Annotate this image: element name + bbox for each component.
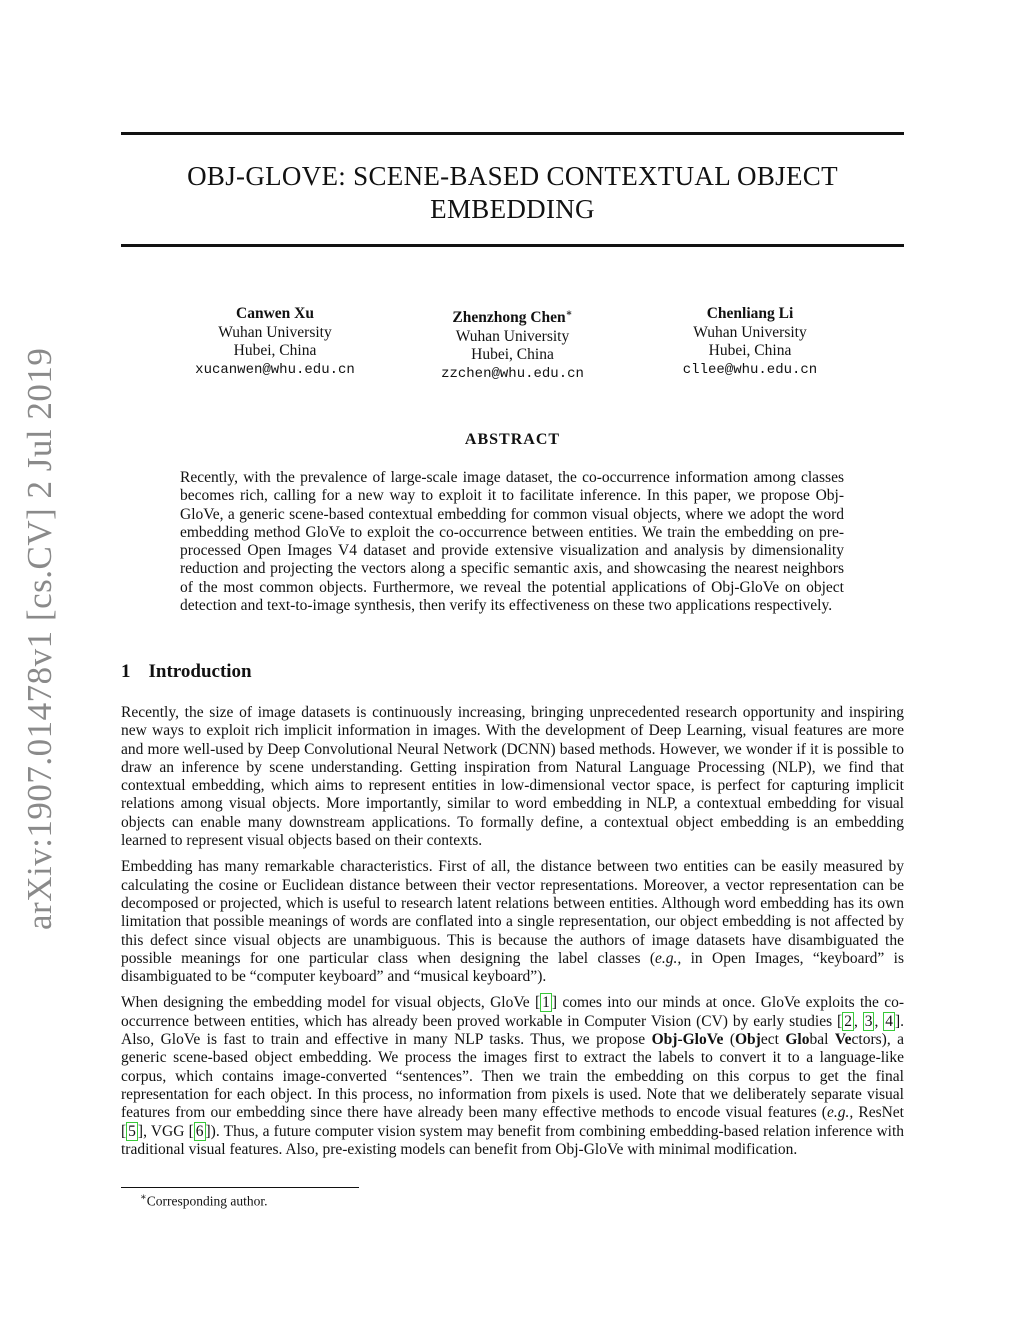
footnote-text: Corresponding author. — [146, 1193, 268, 1209]
p3-text-a: When designing the embedding model for visual objects, GloVe [ — [121, 994, 541, 1012]
p2-eg: e.g., — [655, 949, 682, 967]
citation-link[interactable]: 3 — [864, 1012, 873, 1030]
author-3 — [635, 305, 865, 383]
p3-text-c: ]. Also, GloVe is fast to train and effective in many NLP tasks. Thus, we propose — [121, 1012, 905, 1049]
p3-text-f: ], VGG [ — [137, 1122, 194, 1140]
author-affiliation: Wuhan University — [455, 327, 570, 345]
author-affiliation: Wuhan University — [218, 323, 332, 341]
corresponding-mark: ∗ — [565, 308, 573, 319]
paragraph-1: Recently, the size of image datasets is continuously increasing, bringing unprecedented research opportunity and inspiring new ways to exploit rich implicit information in images. With the development of Deep Learning, visual features are more and more well-used by Deep Convolutional Neural Network (DCNN) based methods. However, we wonder if it is possible to draw an inference by scene understanding. Getting inspiration from Natural Language Processing (NLP), we find that contextual embedding, which aims to represent entities in low-dimensional vector space, is perfect for capturing implicit relations among visual objects. More importantly, similar to word embedding in NLP, a contextual embedding for visual objects can enable many downstream applications. To formally define, a contextual object embedding is an embedding learned to represent visual objects based on their contexts. — [121, 704, 904, 850]
abstract-heading: ABSTRACT — [464, 431, 561, 448]
title-top-rule — [121, 132, 904, 135]
author-affiliation: Wuhan University — [693, 323, 807, 341]
p2-text-a: Embedding has many remarkable characteristics. First of all, the distance between two entities can be easily measured by calculating the cosine or Euclidean distance between their vector representations. Moreover, a vector representation can be decomposed or projected, which is useful to research latent relations between entities. Although word embedding has its own limitation that possible meanings of words are conflated into a single representation, our object embedding is not affected by this defect since visual objects are unambiguous. This is because the authors of image datasets have disambiguated the possible meanings for one particular class when designing the label classes ( — [121, 858, 904, 967]
p2-text-b: in Open Images, “keyboard” is disambiguated to be “computer keyboard” and “musical keyboard”). — [121, 949, 904, 986]
section-heading — [121, 661, 252, 683]
citation-link[interactable]: 5 — [128, 1122, 136, 1140]
p3-text-g: ]). Thus, a future computer vision system may benefit from combining embedding-based relation inference with traditional visual features. Also, pre-existing models can benefit from Obj-GloVe with minimal modification. — [121, 1122, 905, 1158]
p3-text-b: ] comes into our minds at once. GloVe exploits the co-occurrence between entities, which has already been proved workable in Computer Vision (CV) by early studies [ — [121, 994, 904, 1030]
paper-title — [121, 160, 904, 226]
acronym-bal: bal — [809, 1031, 835, 1049]
author-email[interactable]: zzchen@whu.edu.cn — [441, 365, 584, 382]
title-line-1: OBJ-GLOVE: SCENE-BASED CONTEXTUAL OBJECT — [187, 161, 838, 191]
author-block — [160, 305, 865, 383]
author-location: Hubei, China — [233, 342, 317, 359]
author-name: Canwen Xu — [236, 305, 314, 322]
arxiv-side-stamp: arXiv:1907.01478v1 [cs.CV] 2 Jul 2019 — [20, 347, 59, 930]
title-bottom-rule — [121, 244, 904, 247]
abstract-text: Recently, with the prevalence of large-scale image dataset, the co-occurrence information among classes becomes rich, calling for a new way to exploit it to facilitate inference. In this paper, we propose Obj-GloVe, a generic scene-based contextual embedding for common visual objects, where we adopt the word embedding method GloVe to exploit the co-occurrence between entities. We train the embedding on pre-processed Open Images V4 dataset and provide extensive visualization and analysis by dimensionality reduction and projecting the vectors along a specific semantic axis, and showcasing the nearest neighbors of the most common objects. Furthermore, we reveal the potential applications of Obj-GloVe on object detection and text-to-image synthesis, then verify its effectiveness on these two applications respectively. — [180, 469, 844, 615]
author-email[interactable]: cllee@whu.edu.cn — [682, 361, 818, 378]
paragraph-3: When designing the embedding model for visual objects, GloVe [ 1 ] comes into our minds at once. GloVe exploits the co-occurrence between entities, which has already been proved workable in Computer Vision (CV) by early studies [ 2 , 3 , 4 ]. Also, GloVe is fast to train and effective in many NLP tasks. Thus, we propose Obj-GloVe (Object Global Vectors), a generic scene-based object embedding. We process the images first to extract the labels to convert it to a language-like corpus, which contains image-converted “sentences”. Then we train the embedding on this corpus to get the final representation for each object. In this process, no information from pixels is used. Note that we deliberately separate visual features from our embedding since there have already been many effective methods to encode visual features (e.g., ResNet [ 5 ], VGG [ 6 ]). Thus, a future computer vision system may benefit from combining embedding-based relation inference with traditional visual features. Also, pre-existing models can benefit from Obj-GloVe with minimal modification. — [121, 994, 905, 1158]
paren-open: ( — [723, 1031, 735, 1049]
author-name: Chenliang Li — [706, 305, 794, 322]
author-2 — [398, 305, 628, 383]
p3-text-d: ), a generic scene-based object embedding. We process the images first to extract the labels to convert it to a language-like corpus, which contains image-converted “sentences”. Then we train the embedding on this corpus to get the final representation for each object. In this process, no information from pixels is used. Note that we deliberately separate visual features from our embedding since there have already been many effective methods to encode visual features ( — [121, 1031, 905, 1122]
citation-link[interactable]: 1 — [542, 994, 550, 1012]
acronym-ctors: ctors — [851, 1031, 882, 1049]
author-name-text: Zhenzhong Chen — [452, 309, 566, 327]
acronym-ve: Ve — [834, 1031, 852, 1049]
author-email[interactable]: xucanwen@whu.edu.cn — [195, 361, 355, 378]
author-location: Hubei, China — [471, 346, 554, 364]
author-1 — [160, 305, 390, 383]
p3-eg: e.g., — [826, 1104, 854, 1122]
acronym-glo: Glo — [785, 1031, 810, 1049]
paragraph-2 — [121, 858, 904, 986]
footnote — [140, 1192, 268, 1210]
model-name: Obj-GloVe — [651, 1031, 724, 1049]
footnote-rule — [121, 1187, 359, 1188]
introduction-body — [121, 704, 904, 1167]
acronym-obj: Obj — [735, 1031, 761, 1049]
footnote-mark: ∗ — [140, 1192, 147, 1203]
title-line-2: EMBEDDING — [430, 194, 595, 224]
section-number: 1 — [121, 661, 131, 682]
citation-link[interactable]: 4 — [885, 1012, 893, 1030]
author-location: Hubei, China — [708, 342, 792, 359]
author-name — [398, 305, 628, 328]
citation-link[interactable]: 6 — [195, 1122, 204, 1140]
acronym-ect: ect — [760, 1031, 786, 1049]
section-title: Introduction — [148, 661, 252, 682]
citation-link[interactable]: 2 — [844, 1012, 852, 1030]
p3-text-e: ResNet [ — [121, 1104, 904, 1140]
